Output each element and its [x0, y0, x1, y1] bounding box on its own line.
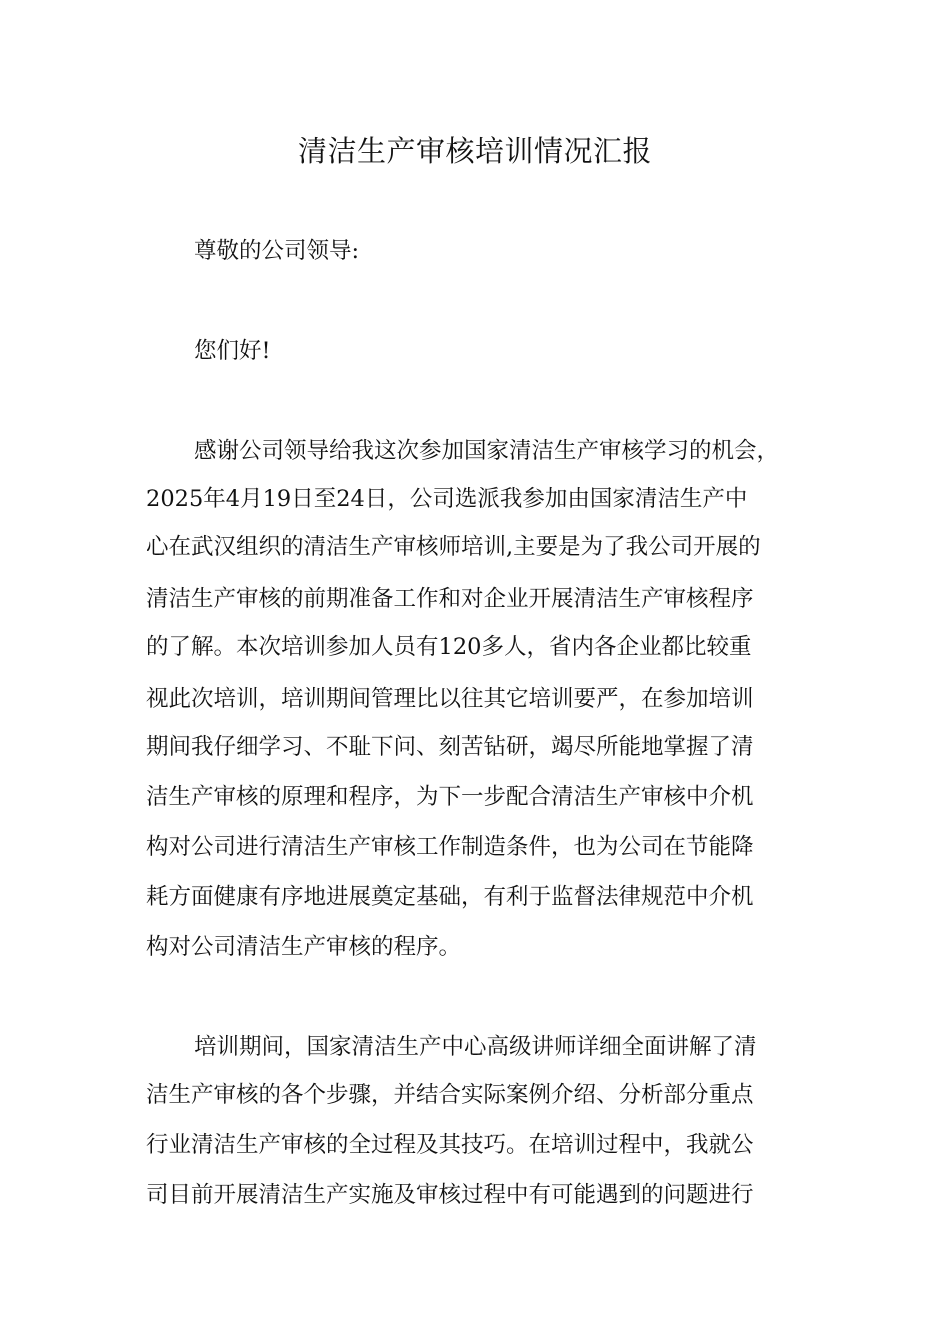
paragraph-line: 司目前开展清洁生产实施及审核过程中有可能遇到的问题进行 [146, 1182, 754, 1208]
paragraph-line: 视此次培训，培训期间管理比以往其它培训要严，在参加培训 [146, 686, 754, 712]
paragraph-line: 感谢公司领导给我这次参加国家清洁生产审核学习的机会， [194, 438, 780, 464]
paragraph-line: 培训期间，国家清洁生产中心高级讲师详细全面讲解了清 [194, 1034, 757, 1060]
paragraph-line: 洁生产审核的各个步骤，并结合实际案例介绍、分析部分重点 [146, 1082, 754, 1108]
greeting: 您们好! [194, 338, 271, 364]
document-title: 清洁生产审核培训情况汇报 [297, 134, 652, 168]
paragraph-line: 构对公司进行清洁生产审核工作制造条件，也为公司在节能降 [146, 834, 754, 860]
paragraph-line: 清洁生产审核的前期准备工作和对企业开展清洁生产审核程序 [146, 586, 754, 612]
paragraph-line: 2025年4月19日至24日，公司选派我参加由国家清洁生产中 [146, 486, 748, 512]
paragraph-line: 期间我仔细学习、不耻下问、刻苦钻研，竭尽所能地掌握了清 [146, 734, 754, 760]
salutation: 尊敬的公司领导: [194, 238, 360, 264]
paragraph-line: 心在武汉组织的清洁生产审核师培训,主要是为了我公司开展的 [146, 534, 761, 560]
paragraph-line: 耗方面健康有序地进展奠定基础，有利于监督法律规范中介机 [146, 884, 754, 910]
paragraph-line: 的了解。本次培训参加人员有120多人，省内各企业都比较重 [146, 634, 752, 660]
paragraph-line: 构对公司清洁生产审核的程序。 [146, 934, 462, 960]
paragraph-line: 行业清洁生产审核的全过程及其技巧。在培训过程中，我就公 [146, 1132, 754, 1158]
paragraph-line: 洁生产审核的原理和程序，为下一步配合清洁生产审核中介机 [146, 784, 754, 810]
